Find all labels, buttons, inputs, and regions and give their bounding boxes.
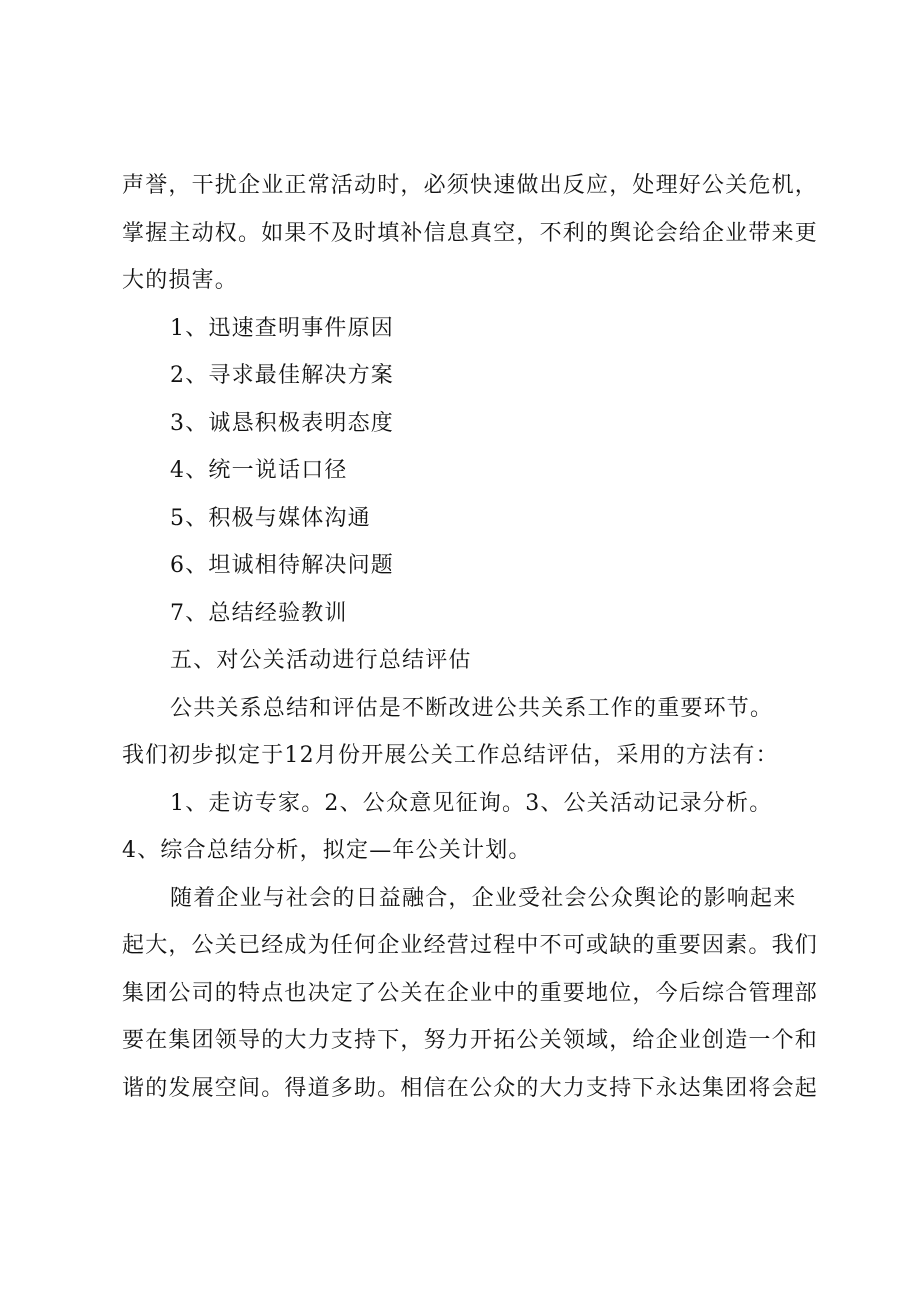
section-heading: 五、对公关活动进行总结评估 [170, 648, 472, 673]
list-item: 6、坦诚相待解决问题 [170, 553, 394, 578]
document-body [122, 162, 822, 1112]
paragraph-line: 我们初步拟定于12月份开展公关工作总结评估，采用的方法有： [122, 743, 779, 768]
paragraph-line: 起大，公关已经成为任何企业经营过程中不可或缺的重要因素。我们 [122, 933, 819, 958]
paragraph-line: 1、走访专家。2、公众意见征询。3、公关活动记录分析。 [170, 790, 773, 816]
list-item: 7、总结经验教训 [170, 600, 348, 626]
list-item: 3、诚恳积极表明态度 [170, 410, 394, 436]
paragraph-line: 掌握主动权。如果不及时填补信息真空，不利的舆论会给企业带来更 [122, 220, 819, 246]
paragraph-line: 4、综合总结分析，拟定—年公关计划。 [122, 838, 532, 863]
paragraph-line: 要在集团领导的大力支持下，努力开拓公关领域，给企业创造一个和 [122, 1028, 819, 1053]
paragraph-line: 集团公司的特点也决定了公关在企业中的重要地位，今后综合管理部 [122, 980, 819, 1006]
paragraph-line: 大的损害。 [122, 268, 239, 293]
list-item: 4、统一说话口径 [170, 458, 348, 483]
paragraph-line: 随着企业与社会的日益融合，企业受社会公众舆论的影响起来 [170, 885, 797, 911]
list-item: 2、寻求最佳解决方案 [170, 363, 394, 388]
paragraph-line: 声誉，干扰企业正常活动时，必须快速做出反应，处理好公关危机， [122, 173, 819, 198]
paragraph-line: 公共关系总结和评估是不断改进公共关系工作的重要环节。 [170, 695, 774, 721]
list-item: 5、积极与媒体沟通 [170, 505, 371, 531]
paragraph-line: 谐的发展空间。得道多助。相信在公众的大力支持下永达集团将会起 [122, 1075, 819, 1101]
list-item: 1、迅速查明事件原因 [170, 315, 394, 341]
